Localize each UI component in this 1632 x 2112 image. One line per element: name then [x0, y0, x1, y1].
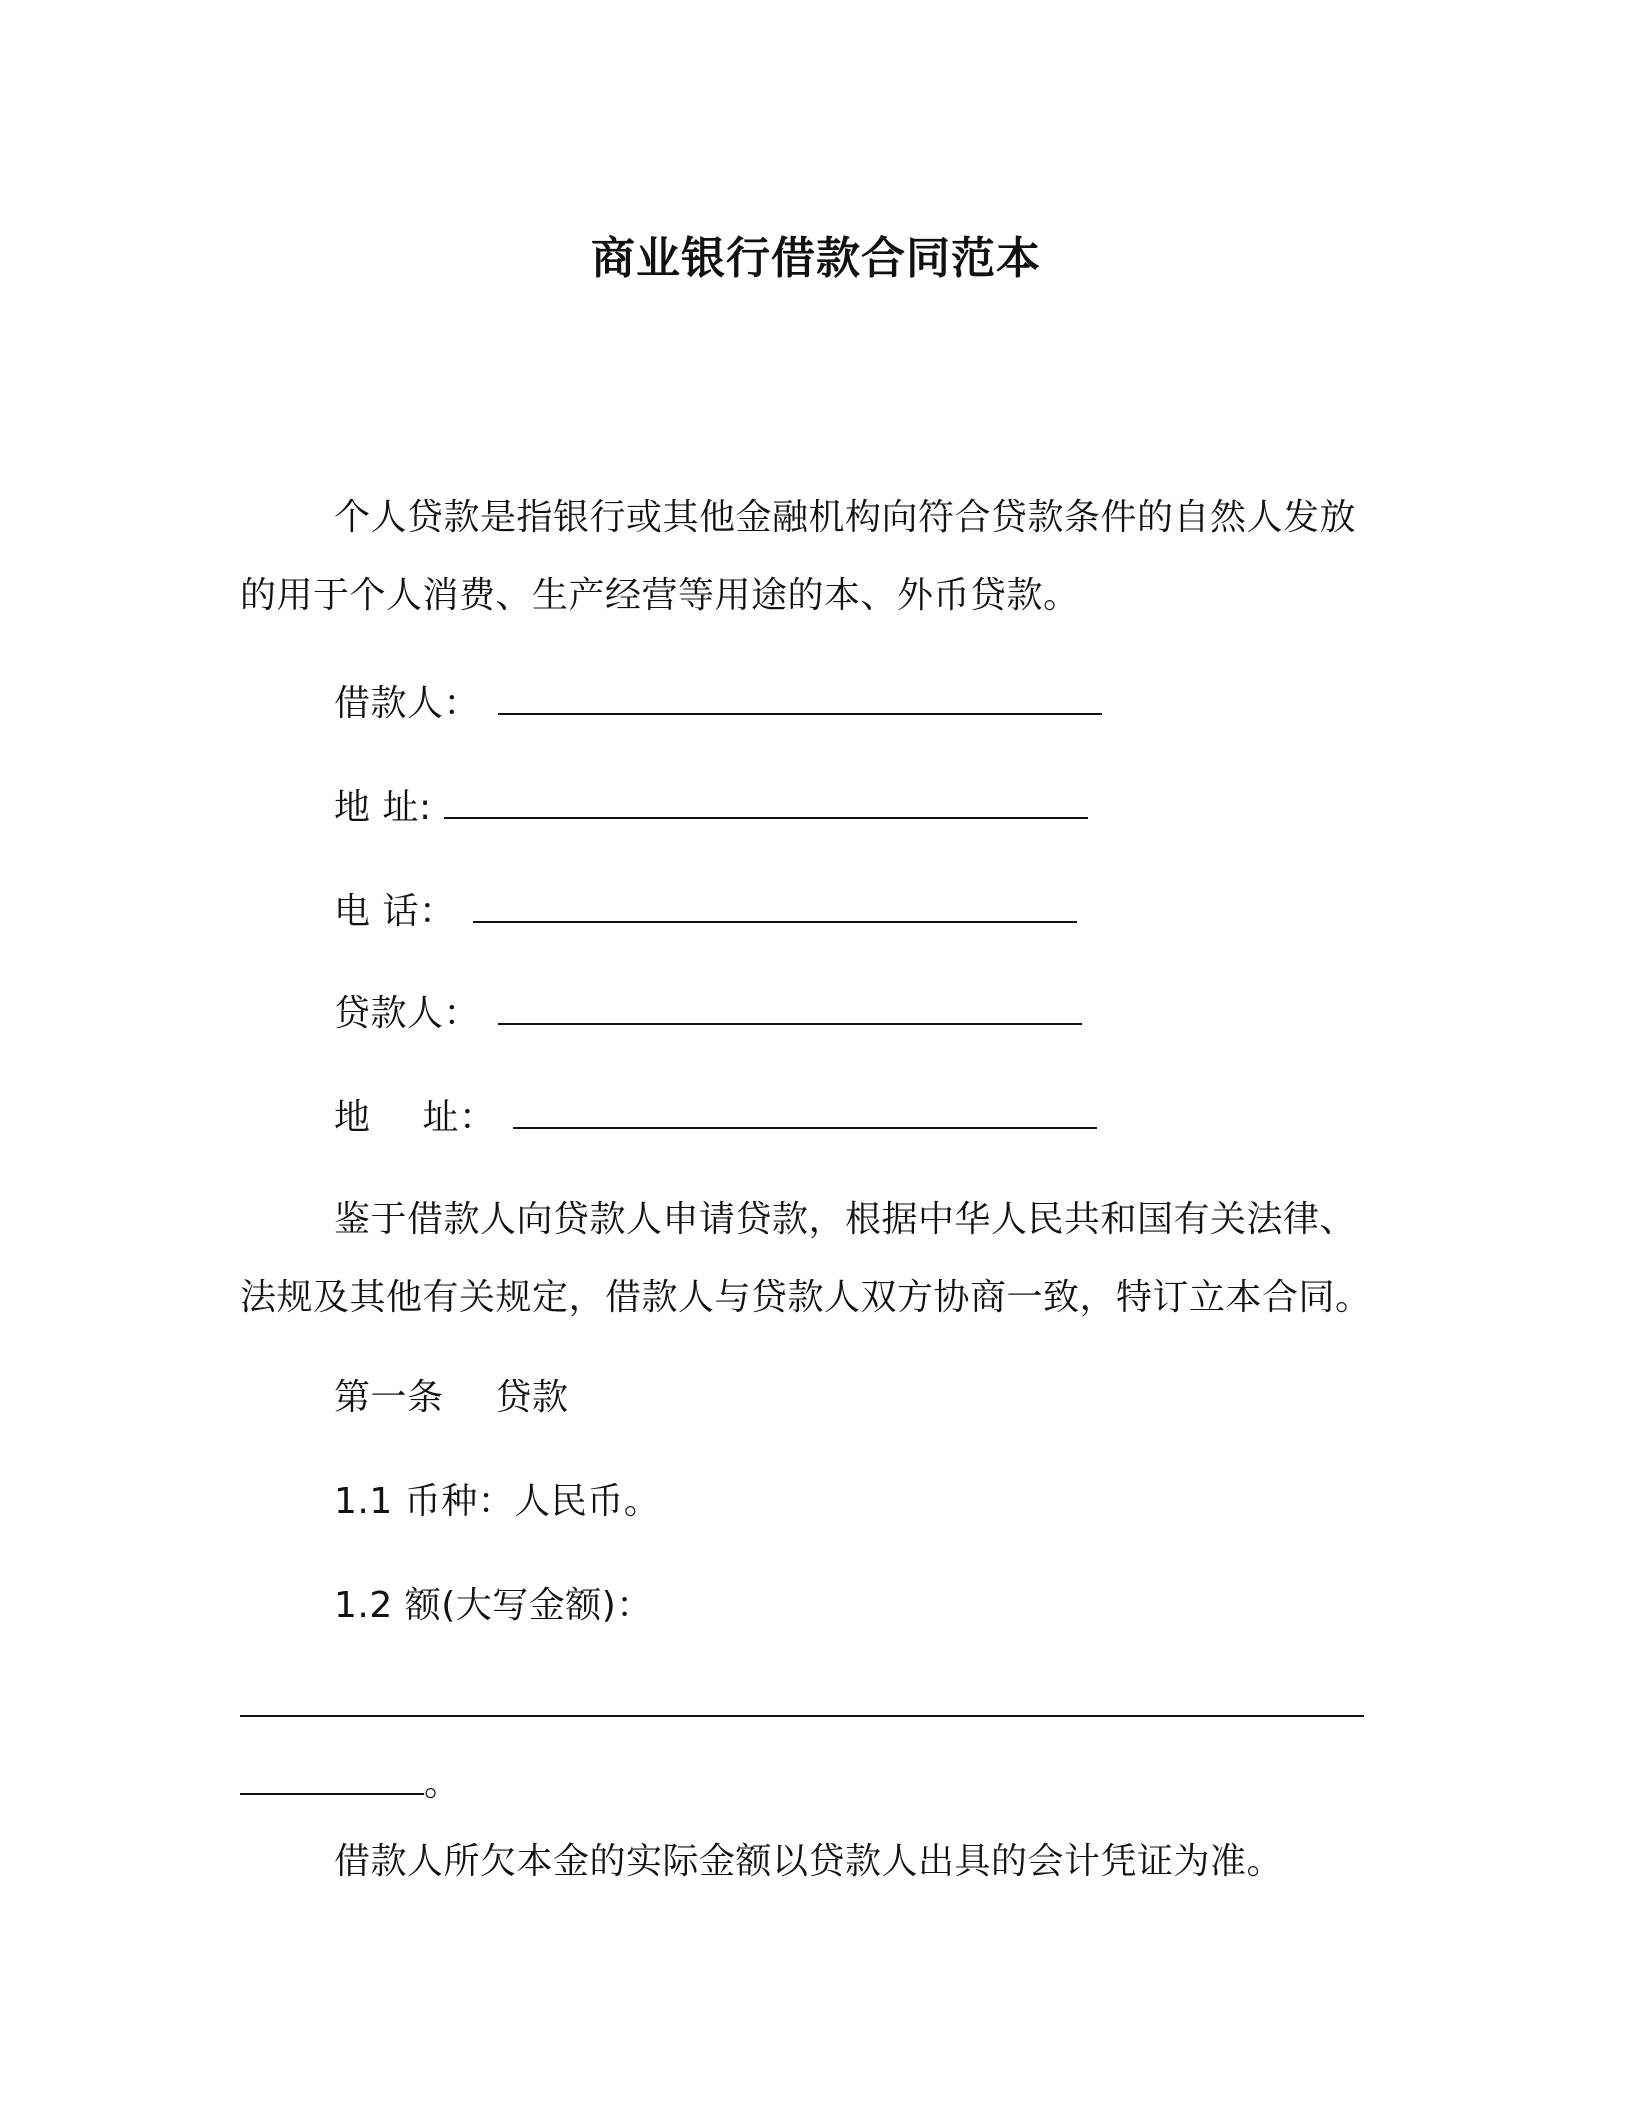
- borrower-blank[interactable]: [498, 683, 1102, 715]
- borrower-address-row: [334, 784, 1088, 832]
- clause-1-2: 1.2 额(大写金额)：: [334, 1585, 653, 1626]
- amount-blank-row-1: [240, 1682, 1364, 1730]
- lender-label: 贷款人：: [334, 993, 481, 1034]
- principal-note: 借款人所欠本金的实际金额以贷款人出具的会计凭证为准。: [334, 1841, 1284, 1882]
- lender-address-label-2: 址：: [422, 1097, 496, 1138]
- preamble-line-1: 鉴于借款人向贷款人申请贷款，根据中华人民共和国有关法律、: [334, 1199, 1357, 1240]
- amount-blank-row-2: [240, 1760, 461, 1808]
- borrower-address-label: 地 址:: [334, 787, 432, 828]
- lender-row: [334, 990, 1082, 1038]
- borrower-phone-label: 电 话：: [334, 891, 456, 932]
- amount-blank-2[interactable]: [240, 1763, 424, 1795]
- borrower-row: [334, 680, 1102, 728]
- borrower-phone-row: [334, 888, 1077, 936]
- preamble-line-2: 法规及其他有关规定，借款人与贷款人双方协商一致，特订立本合同。: [240, 1277, 1372, 1318]
- borrower-label: 借款人：: [334, 683, 481, 724]
- intro-line-1: 个人贷款是指银行或其他金融机构向符合贷款条件的自然人发放: [334, 497, 1357, 538]
- document-title: 商业银行借款合同范本: [591, 233, 1041, 284]
- article-1-number: 第一条: [334, 1377, 444, 1418]
- clause-1-1: 1.1 币种：人民币。: [334, 1481, 661, 1522]
- article-1-title: 贷款: [495, 1377, 569, 1418]
- lender-address-row: [334, 1094, 1097, 1142]
- article-1-heading: [334, 1374, 569, 1422]
- lender-blank[interactable]: [498, 993, 1082, 1025]
- borrower-address-blank[interactable]: [444, 787, 1088, 819]
- intro-line-2: 的用于个人消费、生产经营等用途的本、外币贷款。: [240, 575, 1080, 616]
- amount-blank-1[interactable]: [240, 1685, 1364, 1717]
- lender-address-label-1: 地: [334, 1097, 371, 1138]
- borrower-phone-blank[interactable]: [473, 891, 1077, 923]
- amount-period: 。: [424, 1763, 461, 1804]
- lender-address-blank[interactable]: [513, 1097, 1097, 1129]
